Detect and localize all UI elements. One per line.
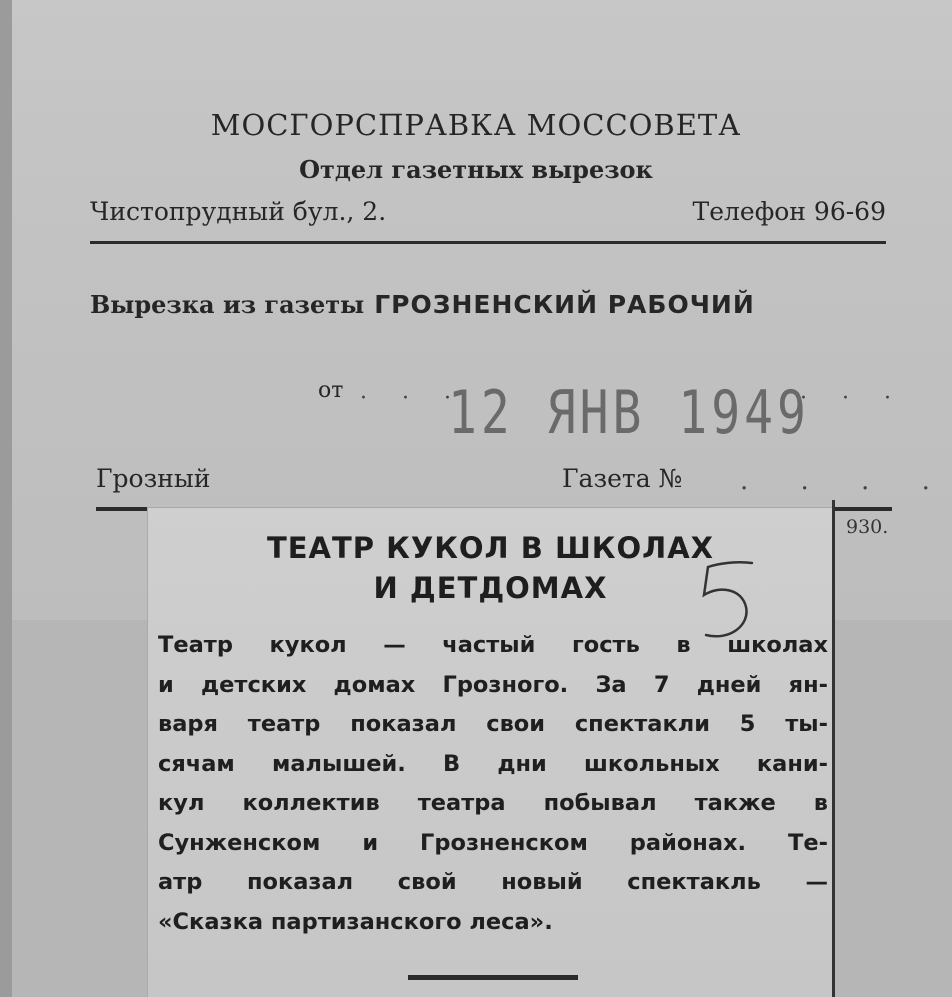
article-line: и детских домах Грозного. За 7 дней ян-	[158, 671, 828, 698]
office-phone: Телефон 96-69	[692, 197, 886, 226]
gazeta-number-dots: . . . .	[740, 466, 952, 496]
date-leader-dots-left: · · ·	[360, 386, 465, 411]
city-name: Грозный	[96, 464, 211, 493]
article-body	[158, 626, 828, 942]
department-title: Отдел газетных вырезок	[299, 155, 653, 184]
article-line: Сунженском и Грозненском районах. Те-	[158, 829, 828, 856]
date-from-label: от	[318, 378, 344, 403]
headline-line-1: ТЕАТР КУКОЛ В ШКОЛАХ	[266, 531, 715, 565]
date-leader-dots-right: · · ·	[800, 386, 905, 411]
article-line: варя театр показал свои спектакли 5 ты-	[158, 711, 828, 737]
article-line: «Сказка партизанского леса».	[158, 908, 553, 935]
article-line: кул коллектив театра побывал также в	[158, 790, 828, 816]
article-end-rule	[408, 975, 578, 980]
clip-source-line	[90, 290, 755, 319]
article-line: Театр кукол — частый гость в школах	[158, 632, 828, 658]
office-title: МОСГОРСПРАВКА МОССОВЕТА	[210, 108, 742, 142]
newspaper-name: ГРОЗНЕНСКИЙ РАБОЧИЙ	[374, 290, 755, 319]
header-divider	[90, 241, 886, 244]
headline-line-2: И ДЕТДОМАХ	[373, 571, 608, 605]
article-line: сячам малышей. В дни школьных кани-	[158, 750, 828, 777]
article-line: атр показал свой новый спектакль —	[158, 869, 828, 895]
clip-source-label: Вырезка из газеты	[90, 290, 365, 319]
clipping-number: 930.	[846, 516, 889, 538]
gazeta-number-label: Газета №	[562, 464, 683, 493]
office-address: Чистопрудный бул., 2.	[90, 197, 387, 226]
date-stamp: 12 ЯНВ 1949	[448, 378, 810, 448]
